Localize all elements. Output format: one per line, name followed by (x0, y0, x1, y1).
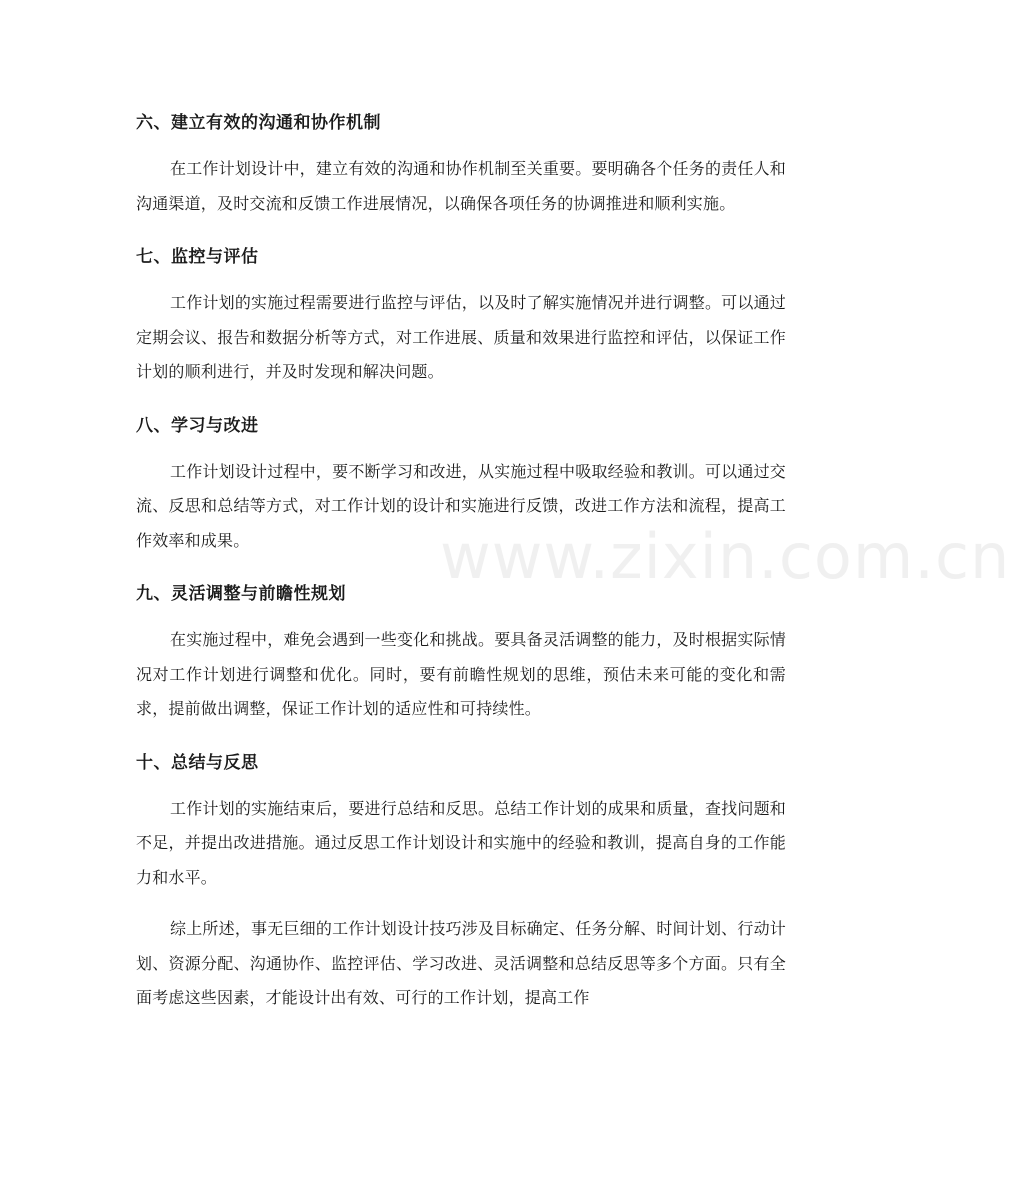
section-heading-10: 十、总结与反思 (136, 752, 259, 773)
document-body (136, 104, 786, 1033)
section-paragraph-10: 工作计划的实施结束后，要进行总结和反思。总结工作计划的成果和质量，查找问题和不足，并提出改进措施。通过反思工作计划设计和实施中的经验和教训，提高自身的工作能力和水平。 (136, 798, 786, 887)
section-paragraph-9: 在实施过程中，难免会遇到一些变化和挑战。要具备灵活调整的能力，及时根据实际情况对工作计划进行调整和优化。同时，要有前瞻性规划的思维，预估未来可能的变化和需求，提前做出调整，保证工作计划的适应性和可持续性。 (136, 630, 786, 718)
section-paragraph-8: 工作计划设计过程中，要不断学习和改进，从实施过程中吸取经验和教训。可以通过交流、反思和总结等方式，对工作计划的设计和实施进行反馈，改进工作方法和流程，提高工作效率和成果。 (136, 461, 786, 550)
section-heading-8: 八、学习与改进 (136, 415, 259, 436)
watermark: www.zixin.com.cn (440, 520, 1010, 593)
conclusion-paragraph: 综上所述，事无巨细的工作计划设计技巧涉及目标确定、任务分解、时间计划、行动计划、资源分配、沟通协作、监控评估、学习改进、灵活调整和总结反思等多个方面。只有全面考虑这些因素，才能设计出有效、可行的工作计划，提高工作 (136, 919, 786, 1007)
section-heading-9: 九、灵活调整与前瞻性规划 (136, 584, 346, 604)
section-heading-6: 六、建立有效的沟通和协作机制 (136, 113, 381, 133)
section-paragraph-6: 在工作计划设计中，建立有效的沟通和协作机制至关重要。要明确各个任务的责任人和沟通渠道，及时交流和反馈工作进展情况，以确保各项任务的协调推进和顺利实施。 (136, 159, 786, 213)
section-paragraph-7: 工作计划的实施过程需要进行监控与评估，以及时了解实施情况并进行调整。可以通过定期会议、报告和数据分析等方式，对工作进展、质量和效果进行监控和评估，以保证工作计划的顺利进行，并及时发现和解决问题。 (136, 293, 786, 381)
section-heading-7: 七、监控与评估 (136, 247, 259, 267)
